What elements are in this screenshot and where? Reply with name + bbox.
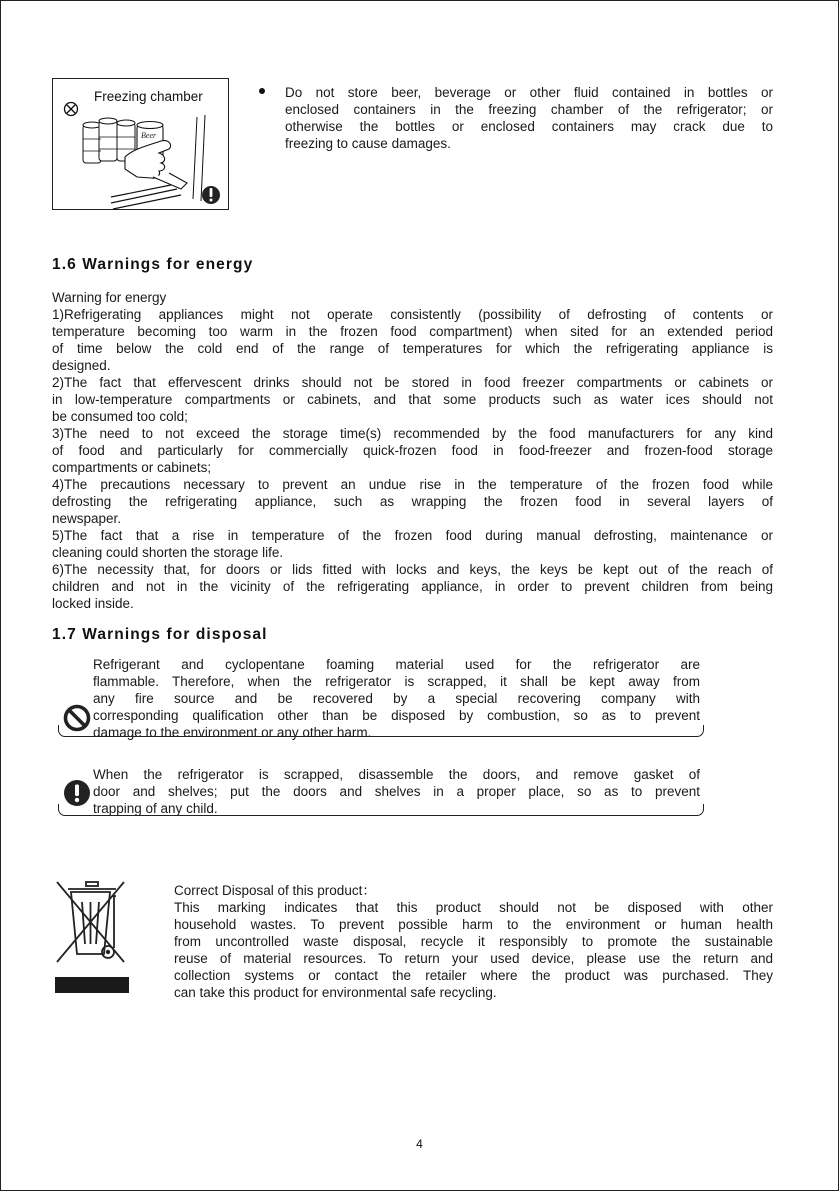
- energy-heading: 1.6 Warnings for energy: [52, 256, 254, 273]
- text-line: trapping of any child.: [93, 801, 218, 816]
- energy-warnings-text: [52, 289, 773, 612]
- text-line: 1)Refrigerating appliances might not operate consistently (possibility of defrosting of contents or: [52, 307, 773, 322]
- text-line: 6)The necessity that, for doors or lids fitted with locks and keys, the keys be kept out of the reach of: [52, 562, 773, 577]
- text-line: Warning for energy: [52, 290, 167, 305]
- text-line: can take this product for environmental safe recycling.: [174, 985, 497, 1000]
- text-line: in low-temperature compartments or cabinets, and that some products such as water ices should not: [52, 392, 773, 407]
- exclamation-warning-icon: [63, 779, 91, 807]
- text-line: temperature becoming too warm in the frozen food compartment) when sited for an extended period: [52, 324, 773, 339]
- text-line: enclosed containers in the freezing chamber of the refrigerator; or: [285, 102, 773, 117]
- text-line: children and not in the vicinity of the refrigerating appliance, in order to prevent children from being: [52, 579, 773, 594]
- text-line: This marking indicates that this product should not be disposed with other: [174, 900, 773, 915]
- text-line: Refrigerant and cyclopentane foaming material used for the refrigerator are: [93, 657, 700, 672]
- weee-disposal-text: [174, 882, 773, 1001]
- text-line: 2)The fact that effervescent drinks should not be stored in food freezer compartments or cabinets or: [52, 375, 773, 390]
- text-line: any fire source and be recovered by a special recovering company with: [93, 691, 700, 706]
- text-line: otherwise the bottles or enclosed containers may crack due to: [285, 119, 773, 134]
- text-line: collection systems or contact the retailer where the product was purchased. They: [174, 968, 773, 983]
- text-line: 5)The fact that a rise in temperature of the frozen food during manual defrosting, maintenance or: [52, 528, 773, 543]
- text-line: defrosting the refrigerating appliance, such as wrapping the frozen food in several layers of: [52, 494, 773, 509]
- text-line: household wastes. To prevent possible harm to the environment or human health: [174, 917, 773, 932]
- page-number: 4: [416, 1137, 423, 1151]
- text-line: When the refrigerator is scrapped, disassemble the doors, and remove gasket of: [93, 767, 700, 782]
- text-line: of food and particularly for commercially quick-frozen food in food-freezer and frozen-food storage: [52, 443, 773, 458]
- text-line: be consumed too cold;: [52, 409, 188, 424]
- prohibited-icon: [65, 103, 78, 116]
- text-line: damage to the environment or any other harm.: [93, 725, 372, 740]
- weee-black-bar: [55, 977, 129, 993]
- text-line: corresponding qualification other than be disposed by combustion, so as to prevent: [93, 708, 700, 723]
- text-line: cleaning could shorten the storage life.: [52, 545, 284, 560]
- text-line: 4)The precautions necessary to prevent an undue rise in the temperature of the frozen food while: [52, 477, 773, 492]
- bullet-marker: [259, 88, 265, 94]
- freezing-chamber-figure: [52, 78, 229, 210]
- text-line: from uncontrolled waste disposal, recycle it responsibly to promote the sustainable: [174, 934, 773, 949]
- text-line: Correct Disposal of this product：: [174, 883, 376, 898]
- text-line: flammable. Therefore, when the refrigerator is scrapped, it shall be kept away from: [93, 674, 700, 689]
- disposal-heading: 1.7 Warnings for disposal: [52, 626, 268, 643]
- text-line: compartments or cabinets;: [52, 460, 212, 475]
- text-line: designed.: [52, 358, 111, 373]
- bottle-label: Beer: [141, 131, 157, 140]
- text-line: door and shelves; put the doors and shelves in a proper place, so as to prevent: [93, 784, 700, 799]
- text-line: Do not store beer, beverage or other fluid contained in bottles or: [285, 85, 773, 100]
- text-line: newspaper.: [52, 511, 122, 526]
- text-line: freezing to cause damages.: [285, 136, 451, 151]
- refrigerant-bracket: [58, 725, 704, 737]
- text-line: reuse of material resources. To return your used device, please use the return and: [174, 951, 773, 966]
- text-line: of time below the cold end of the range of temperatures for which the refrigerating appliance is: [52, 341, 773, 356]
- freezer-warning-text: [285, 84, 773, 152]
- warning-icon: [202, 186, 220, 204]
- doors-bracket: [58, 804, 704, 816]
- figure-caption: Freezing chamber: [94, 89, 203, 104]
- text-line: locked inside.: [52, 596, 134, 611]
- text-line: 3)The need to not exceed the storage time(s) recommended by the food manufacturers for any kind: [52, 426, 773, 441]
- no-fire-prohibition-icon: [63, 704, 91, 732]
